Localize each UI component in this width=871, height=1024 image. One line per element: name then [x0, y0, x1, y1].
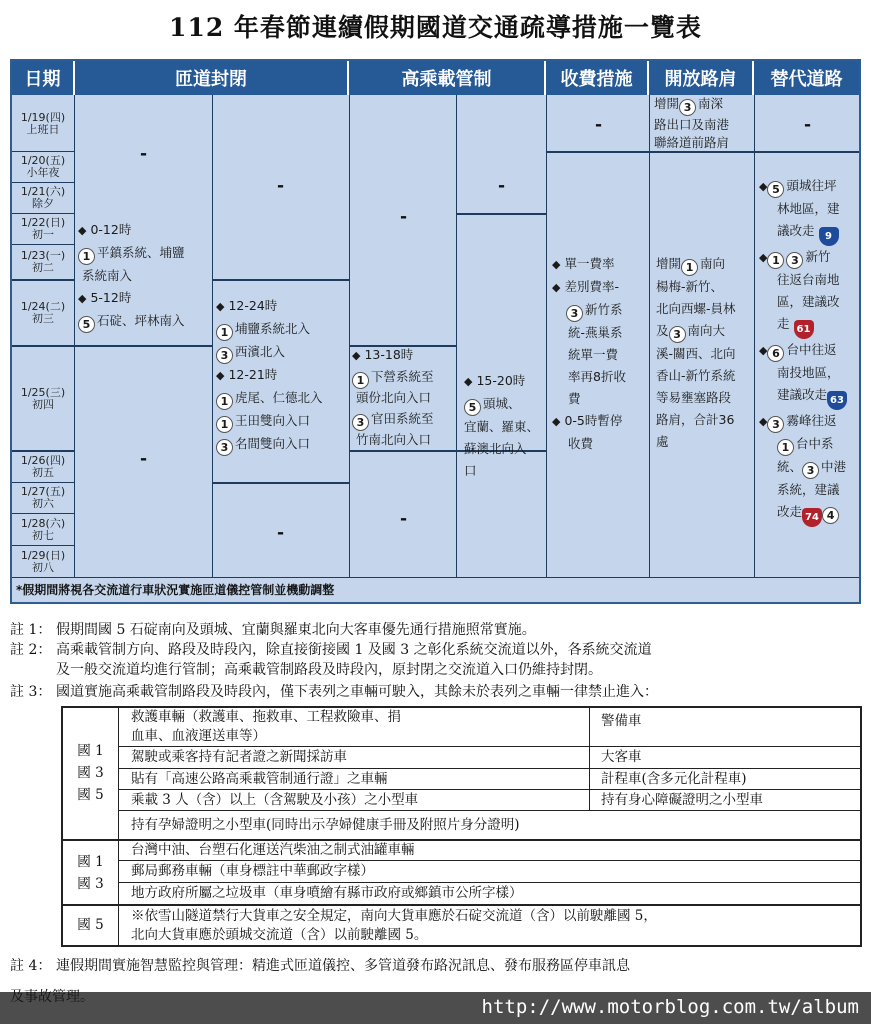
date-cell: 1/22(日) 初一: [20, 216, 66, 241]
dash-cell: -: [277, 523, 285, 543]
truck-rule: ※依雪山隧道禁行大貨車之安全規定，南向大貨車應於石碇交流道（含）以前駛離國 5， 北向大貨車應於頭城交流道（含）以前駛離國 5。: [131, 908, 657, 943]
route-1-icon: 1: [216, 324, 233, 341]
date-cell: 1/20(五) 小年夜: [20, 154, 66, 179]
grid-line: [754, 95, 755, 577]
route-6-icon: 6: [767, 345, 784, 362]
date-cell: 1/26(四) 初五: [20, 454, 66, 479]
grid-line: [456, 95, 457, 577]
shoulder-top: 增開 3 南深 路出口及南港 聯絡道前路肩: [654, 96, 730, 150]
vehicle-garbage: 地方政府所屬之垃圾車（車身噴繪有縣市政府或鄉鎮市公所字樣）: [131, 885, 523, 901]
vehicle-press: 駕駛或乘客持有記者證之新聞採訪車: [131, 749, 347, 765]
grid-line: [349, 95, 350, 577]
vehicle-carpool: 乘載 3 人（含）以上（含駕駛及小孩）之小型車: [131, 792, 419, 808]
toll-measures: ◆ 單一費率 ◆ 差別費率- 3 新竹系 統-燕巢系 統單一費 率再8折收 費 ◆ 0-5時暫停 收費: [552, 256, 626, 451]
ramp-closure-a: ◆ 0-12時 1 平鎮系統、埔鹽 系統南入 ◆ 5-12時 5 石碇、坪林南入: [78, 222, 185, 331]
header-toll: 收費措施: [546, 61, 649, 95]
date-cell: 1/24(二) 初三: [20, 300, 66, 325]
date-cell: 1/27(五) 初六: [20, 485, 66, 510]
route-1-icon: 1: [78, 248, 95, 265]
grid-line: [63, 904, 860, 906]
vehicle-police: 警備車: [601, 713, 642, 729]
header-date: 日期: [12, 61, 75, 95]
grid-line: [546, 95, 547, 577]
grid-line: [456, 213, 546, 215]
permitted-vehicles-table: [61, 706, 862, 947]
alt-routes: ◆ 5 頭城往坪 林地區，建 議改走 9 ◆ 1 3 新竹 往返台南地 區，建議改 走 61 ◆ 6 台中往返 南投地區， 建議改走 63 ◆ 3 霧峰往返 1 台中系 統、 3 中港 系統，建議 改走 74 4: [759, 175, 859, 527]
ramp-closure-b: ◆ 12-24時 1 埔鹽系統北入 3 西濱北入 ◆ 12-21時 1 虎尾、仁德北入 1 王田雙向入口 3 名間雙向入口: [216, 298, 323, 454]
expressway-63-icon: 63: [827, 391, 847, 410]
date-cell: 1/25(三) 初四: [20, 385, 66, 411]
watermark-url: http://www.motorblog.com.tw/album: [481, 996, 859, 1018]
grid-line: [349, 450, 456, 452]
route-3-icon: 3: [566, 305, 583, 322]
route-3-icon: 3: [216, 347, 233, 364]
route-1-icon: 1: [216, 416, 233, 433]
grid-line: [649, 95, 650, 577]
route-1-icon: 1: [352, 372, 369, 389]
grid-line: [119, 768, 860, 769]
vehicle-postal: 郵局郵務車輛（車身標註中華郵政字樣）: [131, 863, 374, 879]
vehicle-bus: 大客車: [601, 749, 642, 765]
group-label-n5: 國 5: [77, 917, 104, 933]
dash-cell: -: [140, 144, 148, 164]
note-2-cont: 及一般交流道均進行管制；高乘載管制路段及時段內，原封閉之交流道入口仍維持封閉。: [56, 662, 602, 678]
header-ramp-closure: 匝道封閉: [75, 61, 349, 95]
note-4-cont: 及事故管理。: [10, 989, 94, 1005]
grid-line: [546, 151, 649, 153]
grid-line: [119, 860, 860, 861]
route-1-icon: 1: [681, 259, 698, 276]
dash-cell: -: [140, 449, 148, 469]
route-3-icon: 3: [786, 252, 803, 269]
route-5-icon: 5: [767, 181, 784, 198]
vehicle-fuel-tanker: 台灣中油、台塑石化運送汽柴油之制式油罐車輛: [131, 842, 415, 858]
date-cell: 1/29(日) 初八: [20, 548, 66, 574]
grid-line: [119, 789, 860, 790]
route-4-icon: 4: [822, 507, 839, 524]
grid-line: [589, 708, 590, 810]
route-1-icon: 1: [216, 393, 233, 410]
grid-line: [754, 151, 859, 153]
grid-footnote: *假期間將視各交流道行車狀況實施匝道儀控管制並機動調整: [12, 577, 859, 602]
hov-control-a: ◆ 13-18時 1 下營系統至 頭份北向入口 3 官田系統至 竹南北向入口: [352, 347, 434, 447]
date-cell: 1/19(四) 上班日: [20, 111, 66, 136]
route-5-icon: 5: [464, 399, 481, 416]
route-5-icon: 5: [78, 316, 95, 333]
expressway-61-icon: 61: [794, 320, 814, 339]
dash-cell: -: [498, 176, 506, 196]
dash-cell: -: [804, 115, 812, 135]
route-1-icon: 1: [767, 252, 784, 269]
vehicle-rescue: 救護車輛（救護車、拖救車、工程救險車、捐 血車、血液運送車等）: [131, 709, 401, 744]
grid-line: [119, 810, 860, 811]
shoulder-main: 增開 1 南向 楊梅-新竹、 北向西螺-員林 及 3 南向大 溪-關西、北向 香山-新竹系統 等易壅塞路段 路肩，合計36 處: [656, 256, 736, 449]
route-3-icon: 3: [669, 326, 686, 343]
provincial-highway-9-icon: 9: [819, 227, 839, 246]
dash-cell: -: [595, 115, 603, 135]
hov-control-b: ◆ 15-20時 5 頭城、 宜蘭、羅東、 蘇澳北向入 口: [464, 373, 540, 478]
grid-line: [119, 746, 860, 747]
grid-line: [212, 482, 349, 484]
vehicle-pregnant: 持有孕婦證明之小型車(同時出示孕婦健康手冊及附照片身分證明): [131, 817, 520, 833]
date-cell: 1/21(六) 除夕: [20, 185, 66, 210]
grid-line: [212, 95, 213, 577]
vehicle-disabled: 持有身心障礙證明之小型車: [601, 792, 763, 808]
note-2: 註 2： 高乘載管制方向、路段及時段內，除直接銜接國 1 及國 3 之彰化系統交流道以外，各系統交流道: [10, 642, 652, 658]
page-title: 112 年春節連續假期國道交通疏導措施一覽表: [169, 13, 702, 42]
group-label-n1-n3-n5: 國 1 國 3 國 5: [77, 743, 104, 803]
grid-line: [118, 708, 119, 945]
grid-line: [74, 345, 212, 347]
route-3-icon: 3: [216, 439, 233, 456]
group-label-n1-n3: 國 1 國 3: [77, 854, 104, 892]
note-1: 註 1： 假期間國 5 石碇南向及頭城、宜蘭與羅東北向大客車優先通行措施照常實施。: [10, 622, 536, 638]
header-hov: 高乘載管制: [349, 61, 546, 95]
date-cell: 1/28(六) 初七: [20, 516, 66, 542]
dash-cell: -: [400, 509, 408, 529]
route-3-icon: 3: [802, 462, 819, 479]
vehicle-taxi: 計程車(含多元化計程車): [601, 771, 747, 787]
dash-cell: -: [277, 176, 285, 196]
route-1-icon: 1: [777, 439, 794, 456]
route-3-icon: 3: [767, 416, 784, 433]
grid-line: [212, 279, 349, 281]
header-shoulder: 開放路肩: [649, 61, 754, 95]
note-4: 註 4： 連假期間實施智慧監控與管理：精進式匝道儀控、多管道發布路況訊息、發布服務區停車訊息: [10, 958, 630, 974]
grid-line: [119, 882, 860, 883]
measures-grid: [10, 59, 861, 604]
header-alt-route: 替代道路: [754, 61, 859, 95]
note-3: 註 3： 國道實施高乘載管制路段及時段內，僅下表列之車輛可駛入，其餘未於表列之車輛一律禁止進入：: [10, 684, 658, 700]
expressway-74-icon: 74: [802, 508, 822, 527]
date-cell: 1/23(一) 初二: [20, 249, 66, 274]
dash-cell: -: [400, 207, 408, 227]
grid-line: [74, 95, 75, 577]
route-3-icon: 3: [352, 414, 369, 431]
route-3-icon: 3: [679, 99, 696, 116]
vehicle-pass: 貼有「高速公路高乘載管制通行證」之車輛: [131, 771, 388, 787]
